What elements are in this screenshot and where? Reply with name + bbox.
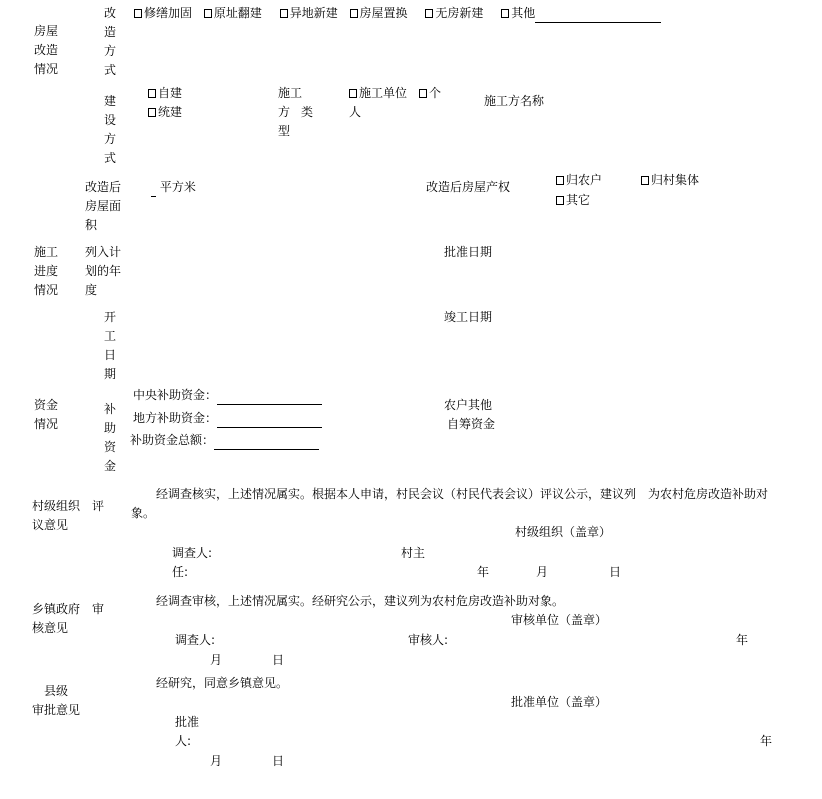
- build-label: 建设方式: [103, 94, 116, 165]
- checkbox-icon[interactable]: [501, 9, 509, 18]
- county-month: 月: [210, 754, 223, 768]
- checkbox-icon[interactable]: [349, 89, 357, 98]
- farmer-other-label: 农户其他: [444, 398, 493, 412]
- area-unit: [151, 178, 196, 197]
- township-investigator: 调查人:: [175, 633, 216, 647]
- section-label-funds: 资金情况: [34, 398, 59, 431]
- checkbox-icon[interactable]: [204, 9, 212, 18]
- ownership-option-farmer: [556, 171, 602, 190]
- method-option: 房屋置换: [359, 6, 408, 20]
- ownership-option-village: [641, 171, 699, 190]
- section-label-township-c: 核意见: [32, 621, 69, 635]
- method-options: [134, 4, 661, 23]
- builder-option-label: 施工单位: [359, 86, 408, 100]
- area-label: 改造后房屋面积: [85, 180, 122, 232]
- township-reviewer: 审核人:: [408, 633, 449, 647]
- builder-type-label-3: 类: [301, 105, 314, 119]
- section-label-progress: 施工进度情况: [34, 245, 59, 297]
- county-approver-1: 批准: [175, 715, 200, 729]
- other-underline[interactable]: [535, 9, 661, 23]
- village-head-label: 村主: [401, 546, 426, 560]
- method-label: 改造方式: [103, 6, 116, 77]
- checkbox-icon[interactable]: [419, 89, 427, 98]
- checkbox-icon[interactable]: [425, 9, 433, 18]
- checkbox-icon[interactable]: [556, 176, 564, 185]
- method-option: 异地新建: [289, 6, 338, 20]
- county-approver-2: 人:: [175, 734, 192, 748]
- build-option-self: [148, 84, 182, 103]
- checkbox-icon[interactable]: [556, 196, 564, 205]
- checkbox-icon[interactable]: [134, 9, 142, 18]
- township-year: 年: [736, 633, 749, 647]
- total-subsidy-label: 补助资金总额：: [130, 433, 215, 447]
- township-day: 日: [272, 653, 285, 667]
- county-opinion-text: 经研究，同意乡镇意见。: [156, 676, 289, 690]
- village-day: 日: [609, 565, 622, 579]
- section-label-township-b: 审: [92, 602, 105, 616]
- checkbox-icon[interactable]: [350, 9, 358, 18]
- total-subsidy: [130, 431, 319, 450]
- village-seal: 村级组织（盖章）: [515, 525, 612, 539]
- builder-type-label-2: 方: [278, 105, 291, 119]
- total-subsidy-input[interactable]: [214, 436, 319, 450]
- build-option-unified: [148, 103, 182, 122]
- subsidy-label: 补助资金: [103, 402, 116, 473]
- start-date-label: 开工日期: [103, 310, 116, 381]
- county-year: 年: [760, 734, 773, 748]
- village-year: 年: [477, 565, 490, 579]
- method-option: 其他: [511, 6, 536, 20]
- section-label-township-a: 乡镇政府: [32, 602, 81, 616]
- township-month: 月: [210, 653, 223, 667]
- finish-date-label: 竣工日期: [444, 310, 493, 324]
- area-input[interactable]: [151, 184, 156, 197]
- builder-name-label: 施工方名称: [484, 94, 545, 108]
- ownership-option-other: [556, 191, 590, 210]
- local-subsidy-label: 地方补助资金：: [133, 411, 218, 425]
- township-seal: 审核单位（盖章）: [511, 613, 608, 627]
- section-label-village-c: 议意见: [32, 518, 69, 532]
- area-unit-label: 平方米: [159, 180, 196, 194]
- builder-option-unit: [349, 84, 407, 103]
- build-option-label: 统建: [158, 105, 183, 119]
- county-day: 日: [272, 754, 285, 768]
- village-opinion-text-2: 象。: [131, 506, 156, 520]
- central-subsidy-label: 中央补助资金：: [133, 388, 218, 402]
- self-raised-label: 自筹资金: [447, 417, 496, 431]
- village-opinion-text-1: 经调查核实，上述情况属实。根据本人申请，村民会议（村民代表会议）评议公示，建议列 为农村危房改造补助对: [156, 487, 769, 501]
- central-subsidy-input[interactable]: [217, 391, 322, 405]
- builder-type-label-1: 施工: [278, 86, 303, 100]
- section-label-village-b: 评: [92, 499, 105, 513]
- method-option: 修缮加固: [144, 6, 193, 20]
- builder-type-label-4: 型: [278, 124, 291, 138]
- method-option: 无房新建: [435, 6, 484, 20]
- approve-date-label: 批准日期: [444, 245, 493, 259]
- county-seal: 批准单位（盖章）: [511, 695, 608, 709]
- checkbox-icon[interactable]: [148, 89, 156, 98]
- ownership-option-label: 归农户: [566, 173, 603, 187]
- checkbox-icon[interactable]: [641, 176, 649, 185]
- local-subsidy: [133, 409, 322, 428]
- builder-option-label: 个: [429, 86, 442, 100]
- section-label-village-a: 村级组织: [32, 499, 81, 513]
- build-option-label: 自建: [158, 86, 183, 100]
- checkbox-icon[interactable]: [148, 108, 156, 117]
- village-investigator-2: 任:: [172, 565, 189, 579]
- ownership-option-label: 归村集体: [651, 173, 700, 187]
- section-label-county-b: 审批意见: [32, 703, 81, 717]
- method-option: 原址翻建: [213, 6, 262, 20]
- section-label-county-a: 县级: [44, 684, 69, 698]
- builder-option-person-2: 人: [349, 105, 362, 119]
- ownership-option-label: 其它: [566, 193, 591, 207]
- local-subsidy-input[interactable]: [217, 414, 322, 428]
- checkbox-icon[interactable]: [280, 9, 288, 18]
- builder-option-person: [419, 84, 441, 103]
- village-month: 月: [536, 565, 549, 579]
- plan-year-label: 列入计划的年度: [85, 245, 122, 297]
- central-subsidy: [133, 386, 322, 405]
- village-investigator-1: 调查人:: [172, 546, 213, 560]
- township-opinion-text: 经调查审核，上述情况属实。经研究公示，建议列为农村危房改造补助对象。: [156, 594, 565, 608]
- ownership-label: 改造后房屋产权: [426, 180, 511, 194]
- section-label-housing: 房屋改造情况: [34, 24, 59, 76]
